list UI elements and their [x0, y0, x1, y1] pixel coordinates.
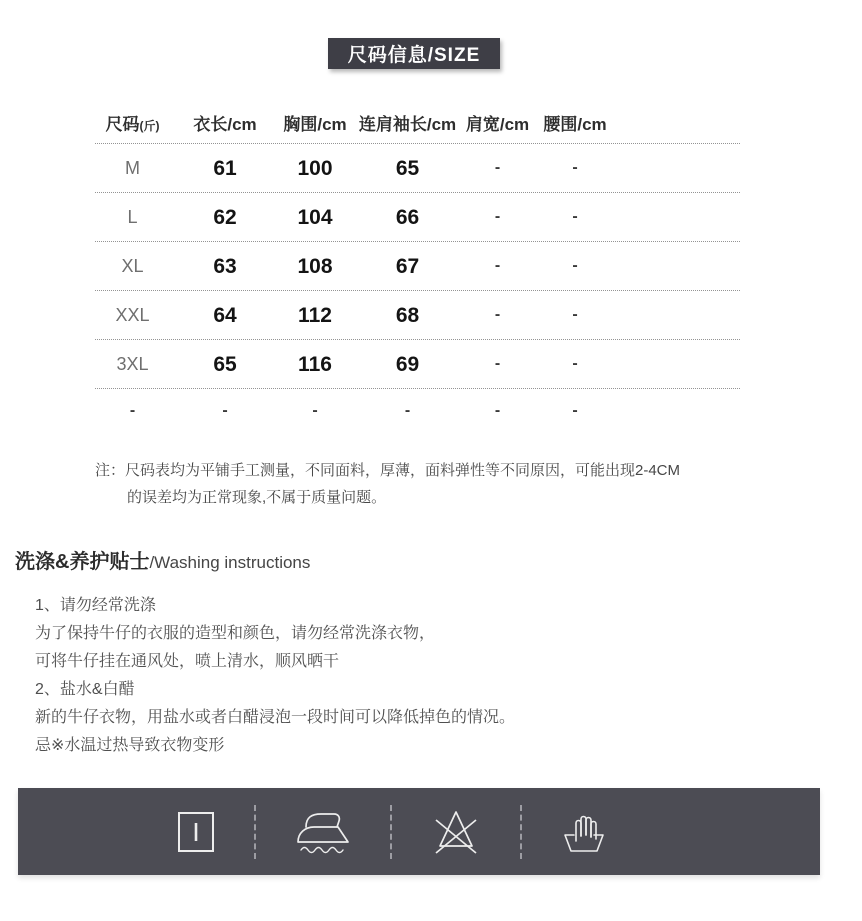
value-cell: - [312, 402, 318, 419]
separator [254, 805, 256, 859]
table-row [95, 291, 740, 340]
table-row [95, 389, 740, 433]
value-cell: 66 [395, 205, 420, 229]
value-cell: - [572, 355, 578, 372]
size-table [95, 105, 740, 433]
header-sleeve: 连肩袖长/cm [358, 114, 457, 134]
value-cell: - [572, 306, 578, 323]
table-row [95, 144, 740, 193]
iron-icon [294, 809, 352, 855]
separator [520, 805, 522, 859]
separator [390, 805, 392, 859]
washing-line: 2、盐水&白醋 [35, 681, 135, 698]
value-cell: 61 [213, 156, 237, 180]
value-cell: 68 [395, 303, 420, 327]
value-cell: - [494, 355, 501, 372]
do-not-bleach-icon [430, 807, 482, 857]
washing-line: 忌※水温过热导致衣物变形 [35, 737, 225, 754]
washing-section-title [15, 545, 862, 574]
value-cell: 65 [213, 352, 237, 376]
table-row [95, 340, 740, 389]
value-cell: 104 [297, 205, 333, 229]
header-shoulder: 肩宽/cm [465, 114, 530, 134]
hand-wash-icon [560, 808, 608, 856]
value-cell: 62 [213, 205, 237, 229]
value-cell: 116 [298, 352, 332, 376]
header-size-sub: (斤) [139, 118, 160, 133]
value-cell: 65 [395, 156, 420, 180]
table-row [95, 193, 740, 242]
washing-title-en: /Washing instructions [149, 553, 311, 572]
value-cell: 67 [395, 254, 420, 278]
table-row [95, 242, 740, 291]
value-cell: 112 [298, 303, 332, 327]
header-bust: 胸围/cm [283, 114, 347, 134]
drip-dry-icon [176, 809, 216, 855]
size-table-header-row [95, 105, 740, 144]
size-label: XL [121, 256, 144, 276]
size-note [95, 457, 862, 511]
header-garment-length: 衣长/cm [193, 114, 257, 134]
washing-line: 新的牛仔衣物，用盐水或者白醋浸泡一段时间可以降低掉色的情况。 [35, 709, 516, 726]
size-label: 3XL [116, 354, 149, 374]
care-symbols-bar [18, 788, 820, 875]
size-section-title: 尺码信息/SIZE [347, 45, 481, 66]
washing-title-zh: 洗涤&养护贴士 [15, 551, 150, 573]
washing-line: 1、请勿经常洗涤 [35, 597, 156, 614]
header-waist: 腰围/cm [543, 114, 607, 134]
washing-line: 可将牛仔挂在通风处，喷上清水，顺风晒干 [35, 653, 340, 670]
value-cell: - [494, 257, 501, 274]
value-cell: - [572, 257, 578, 274]
page [0, 38, 862, 921]
washing-line: 为了保持牛仔的衣服的造型和颜色，请勿经常洗涤衣物， [35, 625, 436, 642]
value-cell: - [494, 159, 501, 176]
size-label: L [127, 207, 138, 227]
value-cell: 64 [213, 303, 237, 327]
value-cell: - [494, 306, 501, 323]
size-note-line1: 注：尺码表均为平铺手工测量，不同面料，厚薄，面料弹性等不同原因，可能出现2-4CM [95, 462, 681, 479]
value-cell: 63 [213, 254, 237, 278]
header-size: 尺码(斤) [105, 114, 160, 134]
value-cell: - [404, 402, 411, 419]
washing-instructions [35, 592, 862, 760]
value-cell: - [572, 402, 578, 419]
size-label: - [129, 402, 136, 419]
value-cell: 69 [395, 352, 420, 376]
size-section-banner [328, 38, 500, 69]
value-cell: - [222, 402, 228, 419]
size-note-line2: 的误差均为正常现象,不属于质量问题。 [127, 489, 387, 506]
value-cell: - [494, 402, 501, 419]
value-cell: - [572, 159, 578, 176]
value-cell: - [494, 208, 501, 225]
size-label: XXL [115, 305, 150, 325]
size-label: M [125, 158, 140, 178]
value-cell: 100 [297, 156, 333, 180]
value-cell: 108 [297, 254, 333, 278]
value-cell: - [572, 208, 578, 225]
